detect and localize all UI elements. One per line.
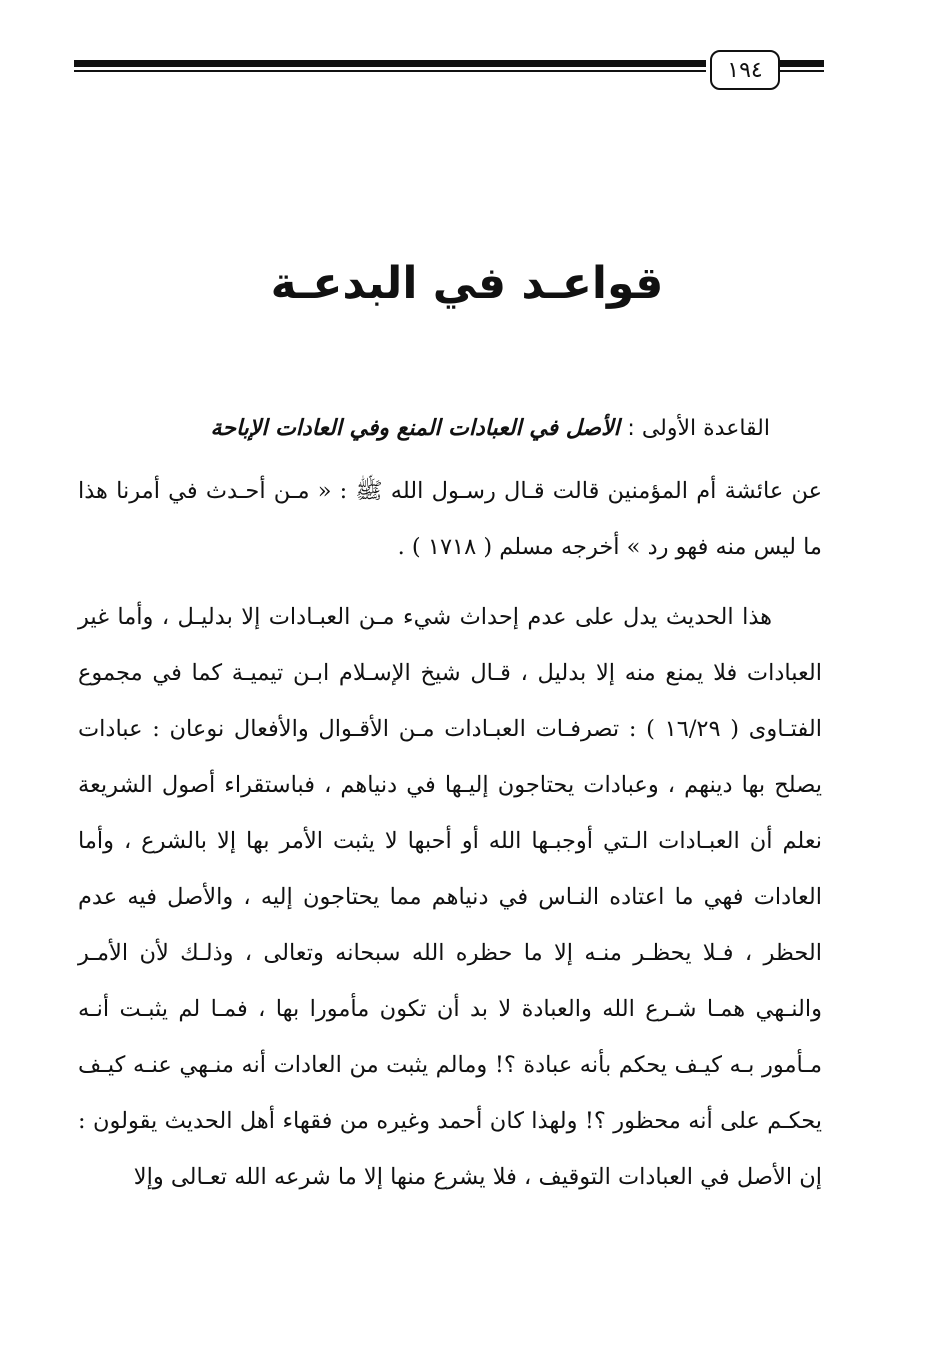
header-rule-thin-right <box>778 70 824 72</box>
hadith-paragraph: عن عائشة أم المؤمنين قالت قـال رسـول الله ﷺ : « مـن أحـدث في أمرنا هذا ما ليس منه فهو رد » أخرجه مسلم ( ١٧١٨ ) . <box>78 478 822 560</box>
header-rule-thin <box>74 70 706 72</box>
page-header <box>74 46 824 96</box>
rule-heading-text: الأصل في العبادات المنع وفي العادات الإباحة <box>210 416 620 441</box>
header-rule-thick-right <box>778 60 824 67</box>
chapter-title: قواعـد في البدعـة <box>270 258 664 309</box>
rule-heading-lead: القاعدة الأولى : <box>627 416 770 441</box>
explanation-paragraph: هذا الحديث يدل على عدم إحداث شيء مـن العبـادات إلا بدليـل ، وأما غير العبادات فلا يمنع منه إلا بدليل ، قـال شيخ الإسـلام ابـن تيميـة كما في مجموع الفتـاوى ( ١٦/٢٩ ) : تصرفـات العبـادات مـن الأقـوال والأفعال نوعان : عبادات يصلح بها دينهم ، وعبادات يحتاجون إليـها في دنياهم ، فباستقراء أصول الشريعة نعلم أن العبـادات الـتي أوجبـها الله أو أحبها لا يثبت الأمر بها إلا بالشرع ، وأما العادات فهي ما اعتاده النـاس في دنياهم مما يحتاجون إليه ، والأصل فيه عدم الحظر ، فـلا يحظـر منـه إلا ما حظره الله سبحانه وتعالى ، وذلـك لأن الأمـر والنـهي همـا شـرع الله والعبادة لا بد أن تكون مأمورا بها ، فمـا لم يثبـت أنـه مـأمور بـه كيـف يحكم بأنه عبادة ؟! ومالم يثبت من العادات أنه منـهي عنـه كيـف يحكـم على أنه محظور ؟! ولهذا كان أحمد وغيره من فقهاء أهل الحديث يقولون : إن الأصل في العبادات التوقيف ، فلا يشرع منها إلا ما شرعه الله تعـالى وإلا <box>78 604 822 1190</box>
header-rule-thick <box>74 60 706 67</box>
rule-heading <box>78 416 770 441</box>
page-body <box>78 416 822 1205</box>
page-number: ١٩٤ <box>710 50 780 90</box>
